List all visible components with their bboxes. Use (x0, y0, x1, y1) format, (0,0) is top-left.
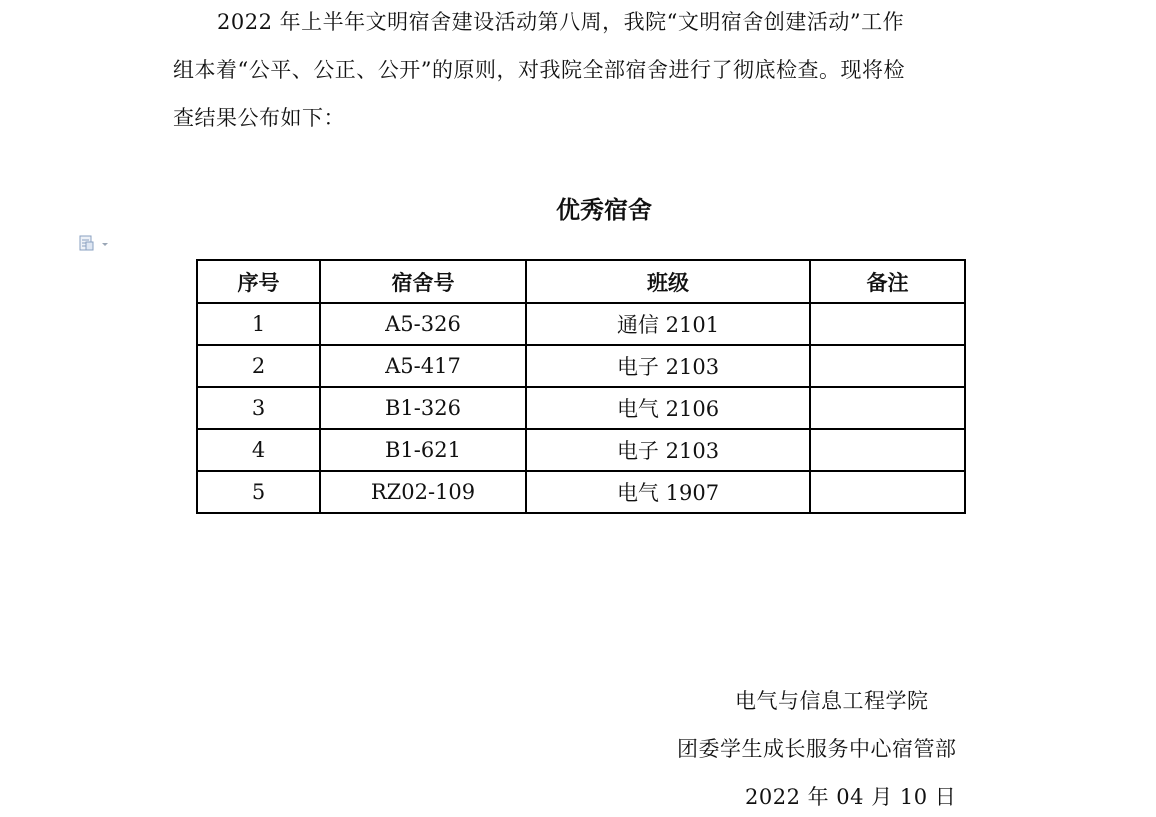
cell-note (810, 387, 965, 429)
cell-no: 2 (197, 345, 320, 387)
document-layout-icon[interactable] (79, 234, 109, 252)
column-header-class: 班级 (526, 260, 810, 303)
table-row (197, 387, 965, 429)
table-row (197, 345, 965, 387)
table-row (197, 303, 965, 345)
column-header-dorm: 宿舍号 (320, 260, 526, 303)
cell-note (810, 471, 965, 513)
cell-note (810, 429, 965, 471)
column-header-no: 序号 (197, 260, 320, 303)
cell-dorm: B1-326 (320, 387, 526, 429)
intro-line-1: 2022 年上半年文明宿舍建设活动第八周，我院“文明宿舍创建活动”工作 (217, 10, 905, 34)
cell-class: 通信 2101 (526, 303, 810, 345)
section-title (0, 194, 1156, 226)
table-row (197, 471, 965, 513)
signature-org-1: 电气与信息工程学院 (735, 689, 929, 713)
cell-class: 电气 1907 (526, 471, 810, 513)
cell-note (810, 303, 965, 345)
intro-line-2: 组本着“公平、公正、公开”的原则，对我院全部宿舍进行了彻底检查。现将检 (173, 58, 905, 82)
cell-no: 4 (197, 429, 320, 471)
cell-dorm: A5-417 (320, 345, 526, 387)
signature-date: 2022 年 04 月 10 日 (745, 785, 957, 809)
table-row (197, 429, 965, 471)
cell-dorm: RZ02-109 (320, 471, 526, 513)
cell-class: 电子 2103 (526, 345, 810, 387)
signature-org-2: 团委学生成长服务中心宿管部 (677, 737, 957, 761)
cell-no: 3 (197, 387, 320, 429)
cell-no: 5 (197, 471, 320, 513)
intro-line-3: 查结果公布如下： (173, 106, 345, 130)
section-title-text: 优秀宿舍 (556, 195, 652, 224)
column-header-note: 备注 (810, 260, 965, 303)
cell-class: 电子 2103 (526, 429, 810, 471)
cell-dorm: A5-326 (320, 303, 526, 345)
cell-no: 1 (197, 303, 320, 345)
cell-class: 电气 2106 (526, 387, 810, 429)
excellent-dorm-table (196, 259, 966, 514)
table-header-row (197, 260, 965, 303)
cell-dorm: B1-621 (320, 429, 526, 471)
cell-note (810, 345, 965, 387)
